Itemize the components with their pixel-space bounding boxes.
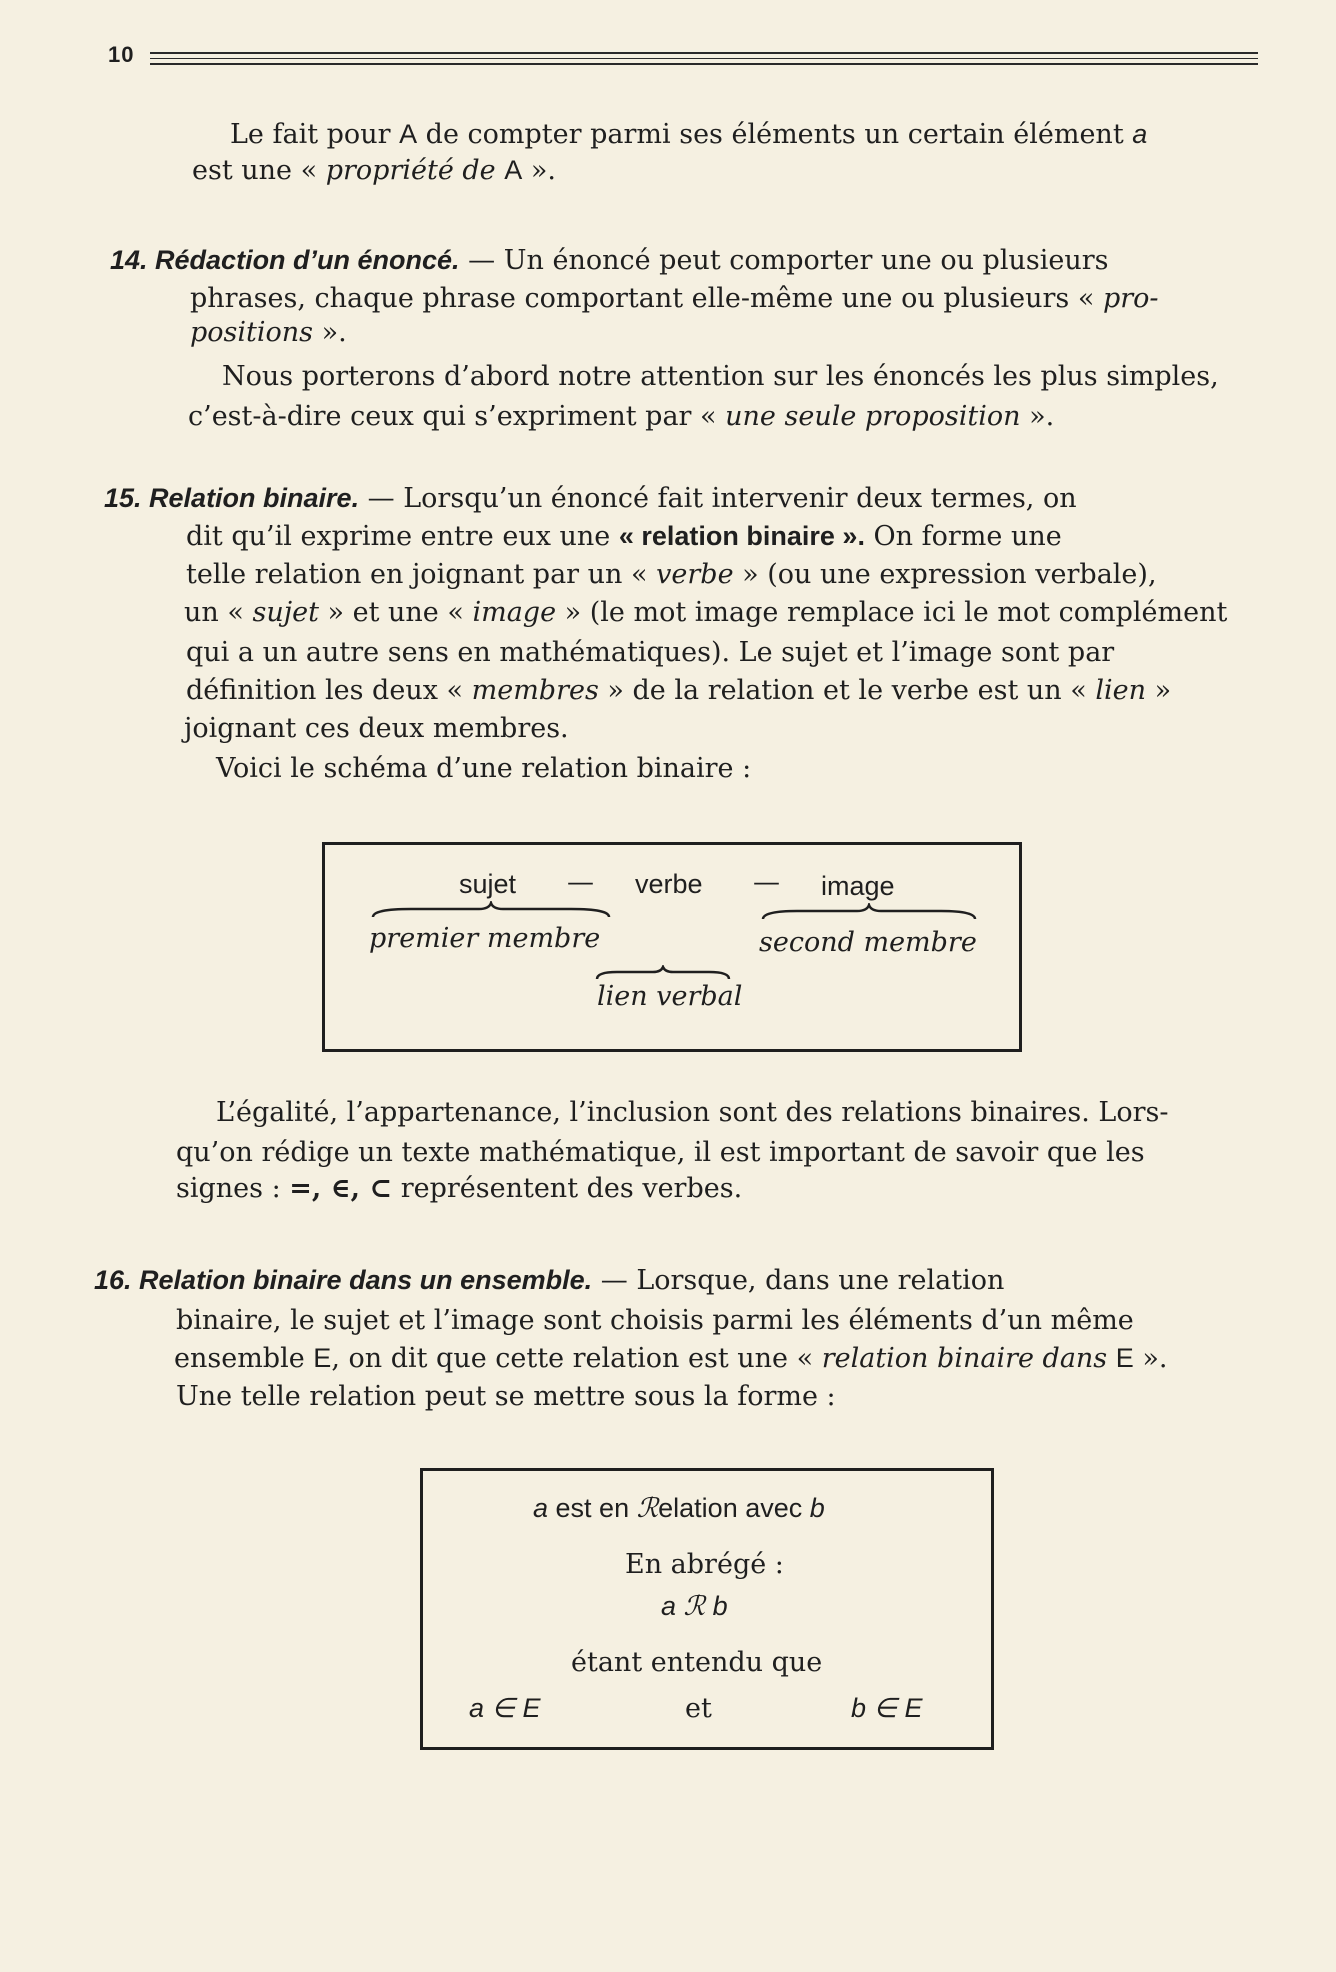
section-15-heading: 15. Relation binaire. <box>104 483 360 513</box>
section-15-line-3: telle relation en joignant par un « verbe » (ou une expression verbale), <box>186 559 1157 590</box>
schema-dash: — <box>753 867 780 898</box>
brace-icon <box>761 903 977 923</box>
section-14-line-5: c’est-à-dire ceux qui s’expriment par « une seule proposition ». <box>188 401 1055 432</box>
after-line-2: qu’on rédige un texte mathématique, il est important de savoir que les <box>176 1137 1145 1168</box>
schema-verbe: verbe <box>635 869 703 899</box>
schema-dash: — <box>567 867 594 898</box>
section-14-line-4: Nous porterons d’abord notre attention sur les énoncés les plus simples, <box>222 361 1219 392</box>
section-16-line-1: 16. Relation binaire dans un ensemble. — Lorsque, dans une relation <box>94 1265 1005 1296</box>
etant-entendu: étant entendu que <box>571 1647 823 1678</box>
section-16-line-2: binaire, le sujet et l’image sont choisis parmi les éléments d’un même <box>176 1305 1134 1336</box>
relation-line: a est en ℛelation avec b <box>533 1493 825 1524</box>
relation-schema-box <box>322 842 1022 1052</box>
page-header <box>108 40 1258 80</box>
section-15-line-2: dit qu’il exprime entre eux une « relation binaire ». On forme une <box>186 521 1062 552</box>
en-abrege: En abrégé : <box>625 1549 784 1580</box>
section-15-line-5: qui a un autre sens en mathématiques). Le sujet et l’image sont par <box>186 637 1115 668</box>
section-15-line-6: définition les deux « membres » de la relation et le verbe est un « lien » <box>186 675 1172 706</box>
section-16-heading: 16. Relation binaire dans un ensemble. <box>94 1265 593 1295</box>
section-14-line-2: phrases, chaque phrase comportant elle-même une ou plusieurs « pro- <box>190 283 1159 314</box>
section-15-line-7: joignant ces deux membres. <box>184 713 569 744</box>
header-rule <box>150 52 1258 54</box>
section-15-line-8: Voici le schéma d’une relation binaire : <box>216 753 752 784</box>
section-16-line-4: Une telle relation peut se mettre sous la forme : <box>176 1381 836 1412</box>
section-14-line-3: positions ». <box>190 317 347 348</box>
schema-lien-verbal: lien verbal <box>597 981 743 1012</box>
et-word: et <box>685 1693 712 1724</box>
header-rule <box>150 63 1258 65</box>
schema-image: image <box>821 871 895 901</box>
short-relation: a ℛ b <box>661 1591 728 1622</box>
section-14-heading: 14. Rédaction d’un énoncé. <box>110 245 460 275</box>
intro-line-2: est une « propriété de A ». <box>192 155 556 186</box>
page-number: 10 <box>108 42 135 67</box>
schema-sujet: sujet <box>459 869 517 899</box>
a-in-e: a ∈ E <box>469 1693 541 1723</box>
intro-line-1: Le fait pour A de compter parmi ses éléments un certain élément a <box>230 119 1148 150</box>
section-15-line-1: 15. Relation binaire. — Lorsqu’un énoncé fait intervenir deux termes, on <box>104 483 1077 514</box>
schema-premier-membre: premier membre <box>369 923 601 954</box>
b-in-e: b ∈ E <box>851 1693 923 1723</box>
section-16-line-3: ensemble E, on dit que cette relation est une « relation binaire dans E ». <box>174 1343 1168 1374</box>
section-15-line-4: un « sujet » et une « image » (le mot image remplace ici le mot complément <box>184 597 1228 628</box>
header-rule <box>150 58 1258 59</box>
after-line-1: L’égalité, l’appartenance, l’inclusion sont des relations binaires. Lors- <box>216 1097 1169 1128</box>
relation-definition-box <box>420 1468 994 1750</box>
after-line-3: signes : =, ∈, ⊂ représentent des verbes. <box>176 1173 743 1204</box>
section-14-line-1: 14. Rédaction d’un énoncé. — Un énoncé peut comporter une ou plusieurs <box>110 245 1109 276</box>
schema-second-membre: second membre <box>759 927 977 958</box>
brace-icon <box>371 901 611 921</box>
